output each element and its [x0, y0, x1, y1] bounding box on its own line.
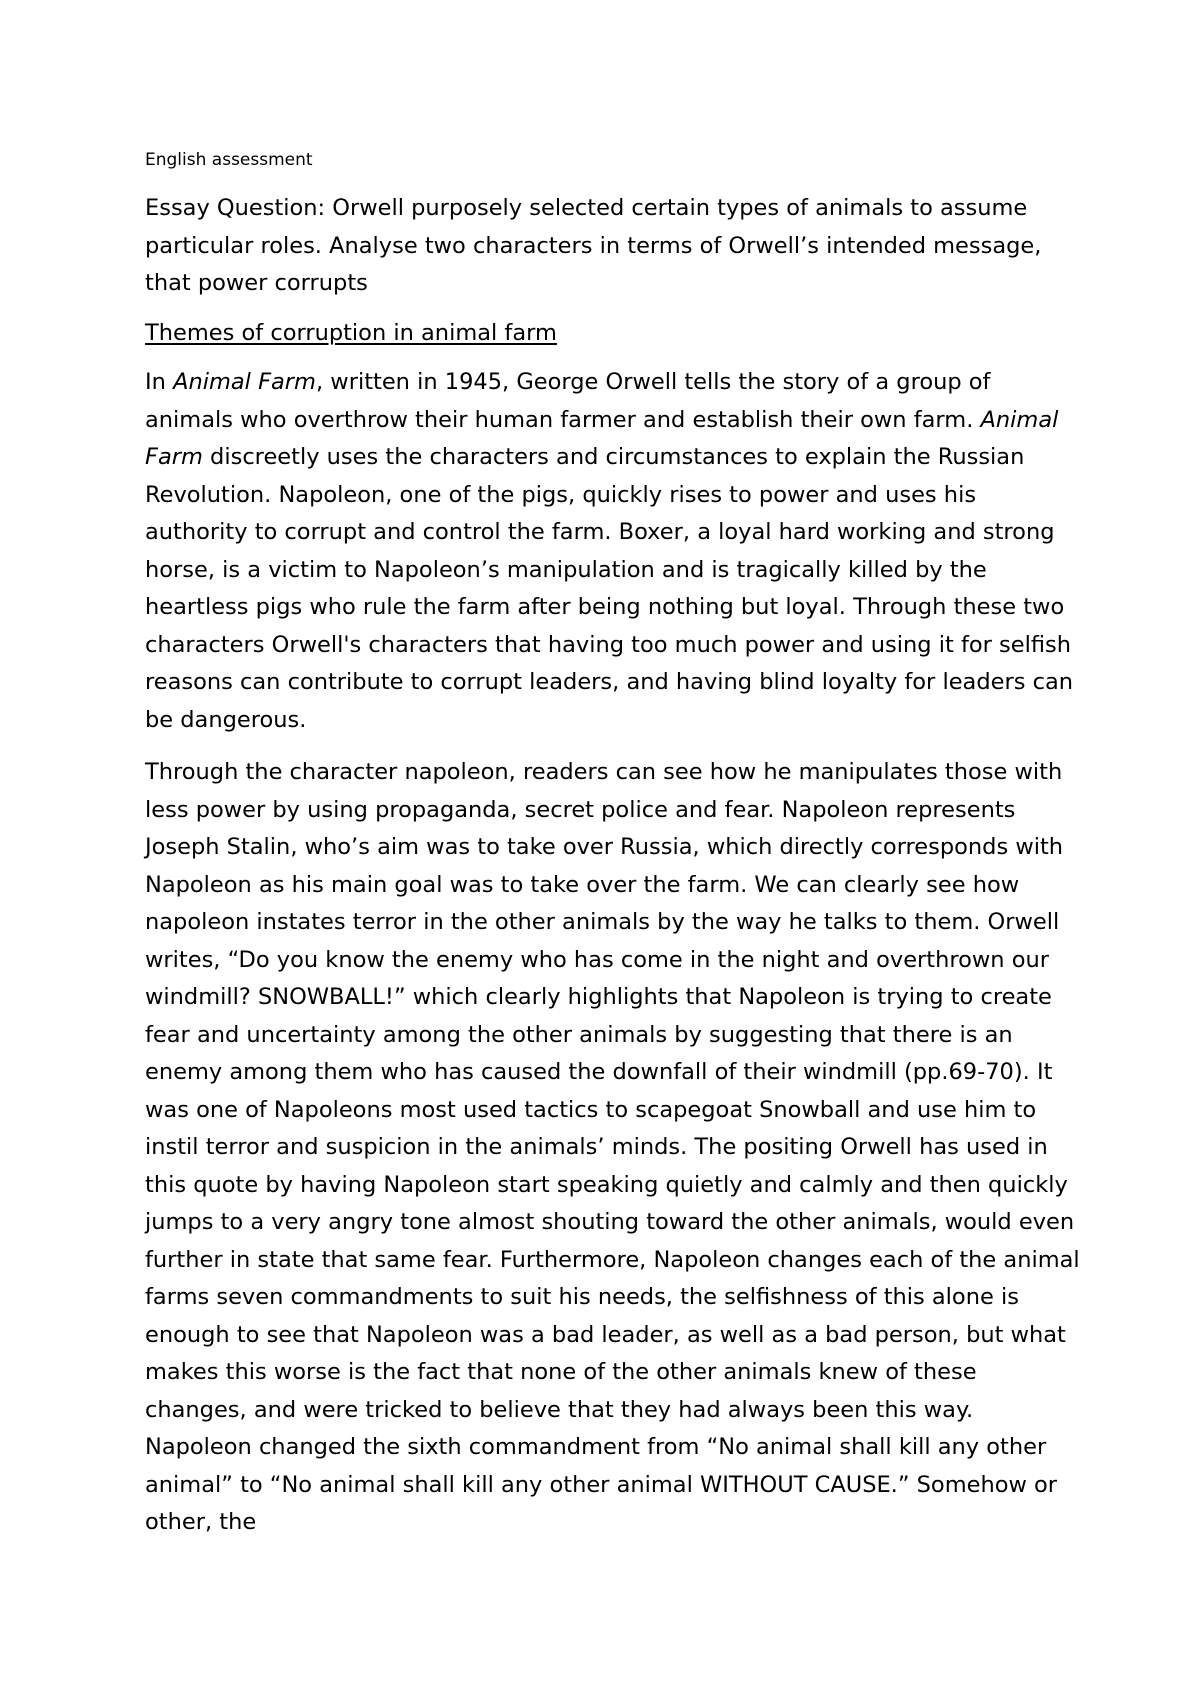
text-run: , written in 1945, George Orwell tells the story of a group of animals who overthrow their human farmer and establish their own farm. [145, 369, 991, 433]
document-page [145, 148, 1085, 1557]
text-run: discreetly uses the characters and circumstances to explain the Russian Revolution. Napoleon, one of the pigs, quickly rises to power and uses his authority to corrupt and control the farm. Boxer, a loyal hard working and strong horse, is a victim to Napoleon’s manipulation and is tragically killed by the heartless pigs who rule the farm after being nothing but loyal. Through these two characters Orwell's characters that having too much power and using it for selfish reasons can contribute to corrupt leaders, and having blind loyalty for leaders can be dangerous. [145, 444, 1074, 733]
book-title: Animal Farm [173, 369, 316, 395]
document-label: English assessment [145, 150, 313, 170]
text-run: In [145, 369, 174, 395]
section-heading: Themes of corruption in animal farm [145, 319, 557, 346]
book-title: Animal Farm [145, 406, 1059, 470]
paragraph-napoleon: Through the character napoleon, readers can see how he manipulates those with less power by using propaganda, secret police and fear. Napoleon represents Joseph Stalin, who’s aim was to take over Russia, which directly corresponds with Napoleon as his main goal was to take over the farm. We can clearly see how napoleon instates terror in the other animals by the way he talks to them. Orwell writes, “Do you know the enemy who has come in the night and overthrown our windmill? SNOWBALL!” which clearly highlights that Napoleon is trying to create fear and uncertainty among the other animals by suggesting that there is an enemy among them who has caused the downfall of their windmill (pp.69-70). It was one of Napoleons most used tactics to scapegoat Snowball and use him to instil terror and suspicion in the animals’ minds. The positing Orwell has used in this quote by having Napoleon start speaking quietly and calmly and then quickly jumps to a very angry tone almost shouting toward the other animals, would even further in state that same fear. Furthermore, Napoleon changes each of the animal farms seven commandments to suit his needs, the selfishness of this alone is enough to see that Napoleon was a bad leader, as well as a bad person, but what makes this worse is the fact that none of the other animals knew of these changes, and were tricked to believe that they had always been this way. Napoleon changed the sixth commandment from “No animal shall kill any other animal” to “No animal shall kill any other animal WITHOUT CAUSE.” Somehow or other, the [145, 759, 1080, 1535]
paragraph-intro [145, 364, 1085, 739]
essay-question: Essay Question: Orwell purposely selected certain types of animals to assume particular roles. Analyse two characters in terms of Orwell’s intended message, that power corrupts [145, 195, 1042, 296]
